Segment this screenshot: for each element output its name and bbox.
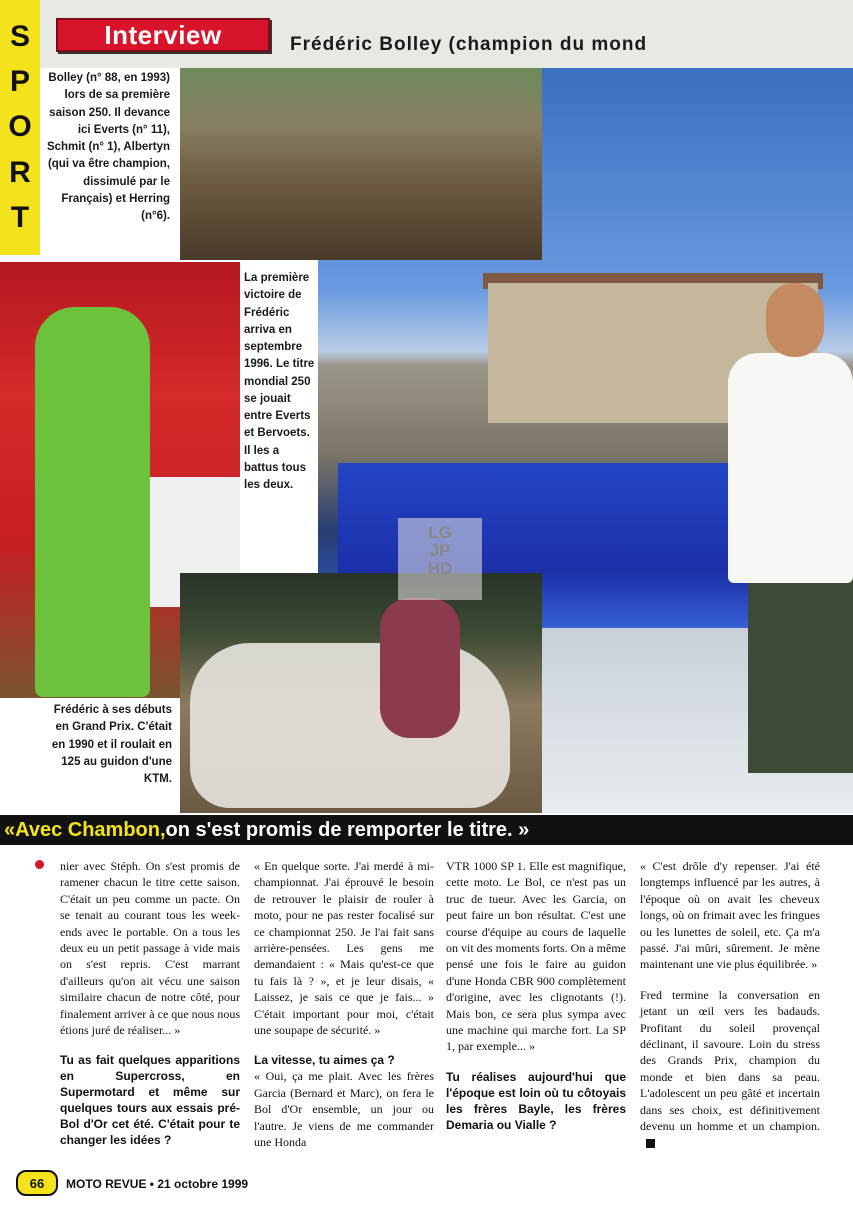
rider-portrait-pants	[748, 573, 853, 773]
column-1	[60, 858, 240, 1148]
paragraph: VTR 1000 SP 1. Elle est magnifique, cette moto. Le Bol, ce n'est pas un truc de tueur. Avec les Garcia, on peut faire un bon résultat. C'est une course d'équipe au cours de laquelle on vit des moments forts. On a même pensé une fois le faire au guidon d'une Honda CBR 900 complètement d'origine, avec les clignotants (!). Mais bon, ce sera plus sympa avec une machine qui marche fort. La SP 1, par exemple... »	[446, 859, 626, 1054]
section-strip-sport	[0, 0, 40, 255]
section-letter: R	[9, 155, 31, 189]
paragraph: nier avec Stéph. On s'est promis de ramener chacun le titre cette saison. C'était un peu comme un pacte. On se tenait au courant tous les week-ends avec le portable. On a tous les deux eu un petit passage à vide mais on s'est repris. C'est marrant d'ailleurs qu'on ait vécu une saison similaire chacun de notre côté, pour finalement arriver à ce que nous nous étions juré de réaliser... »	[60, 859, 240, 1038]
section-letter: T	[10, 201, 30, 235]
motocross-rider	[380, 598, 460, 738]
pull-quote	[0, 815, 853, 845]
caption-race-1993: Bolley (n° 88, en 1993) lors de sa première saison 250. Il devance ici Everts (n° 11), Schmit (n° 1), Albertyn (qui va être champion, dissimulé par le Français) et Herring (n°6).	[40, 68, 180, 260]
bullet-icon	[35, 860, 44, 869]
interview-question: Tu réalises aujourd'hui que l'époque est loin où tu côtoyais les frères Bayle, les frères Demaria ou Vialle ?	[446, 1069, 626, 1132]
paragraph: « Oui, ça me plait. Avec les frères Garcia (Bernard et Marc), on fera le Bol d'Or ensemble, un jour ou l'autre. Je viens de me commander une Honda	[254, 1069, 434, 1150]
photo-race-1993	[180, 68, 542, 260]
column-4	[640, 858, 820, 1165]
end-mark-icon	[646, 1139, 655, 1148]
page-number: 66	[16, 1170, 58, 1196]
section-letter: S	[9, 19, 30, 53]
photo-race-1990	[180, 573, 542, 813]
interview-question: Tu as fait quelques apparitions en Supercross, en Supermotard et même sur quelques tours aux essais pré-Bol d'Or cet été. C'était pour te changer les idées ?	[60, 1053, 240, 1148]
caption-podium: La première victoire de Frédéric arriva en septembre 1996. Le titre mondial 250 se jouait entre Everts et Bervoets. Il les a battus tous les deux.	[240, 262, 316, 572]
watermark-logo: LG JP HD	[398, 518, 482, 600]
article-headline: Frédéric Bolley (champion du mond	[290, 34, 648, 55]
section-letter: O	[8, 110, 32, 144]
caption-race-1990: Frédéric à ses débuts en Grand Prix. C'était en 1990 et il roulait en 125 au guidon d'une KTM.	[40, 698, 180, 813]
column-3	[446, 858, 626, 1133]
paragraph: « En quelque sorte. J'ai merdé à mi-championnat. J'ai éprouvé le besoin de retrouver le plaisir de rouler à moto, pour ne pas rester focalisé sur ce championnat 250. Je l'ai fait sans arrière-pensées. Les gens me demandaient : « Mais qu'est-ce que tu fais là ? », et je leur disais, « Laissez, je sais ce que je fais... » C'était important pour moi, c'était une soupape de sécurité. »	[254, 859, 434, 1038]
quote-highlight: Avec Chambon,	[15, 818, 166, 841]
quote-open: «	[4, 818, 16, 841]
rider-portrait-shirt	[728, 353, 853, 583]
publication-footer: MOTO REVUE • 21 octobre 1999	[66, 1177, 249, 1191]
column-2	[254, 858, 434, 1165]
rider-portrait-head	[766, 283, 824, 357]
paragraph: Fred termine la conversation en jetant un œil vers les badauds. Profitant du soleil provençal déclinant, il savoure. Loin du stress des Grands Prix, champion du monde et bien dans sa peau. L'adolescent un peu gâté et incertain dans ses choix, est définitivement devenu un homme et un champion.	[640, 987, 820, 1151]
quote-rest: on s'est promis de remporter le titre. »	[165, 818, 530, 841]
interview-label: Interview	[56, 18, 270, 52]
interview-question: La vitesse, tu aimes ça ?	[254, 1053, 395, 1068]
podium-rider	[35, 307, 150, 697]
motocross-bike	[190, 643, 510, 808]
section-letter: P	[9, 65, 30, 99]
paragraph: « C'est drôle d'y repenser. J'ai été longtemps influencé par les autres, à l'époque où on avait les cheveux longs, où on frimait avec les fringues ou les lunettes de soleil, etc. Ça m'a passé. J'ai mûri, sûrement. Je mène maintenant une vie plus équilibrée. »	[640, 859, 820, 972]
